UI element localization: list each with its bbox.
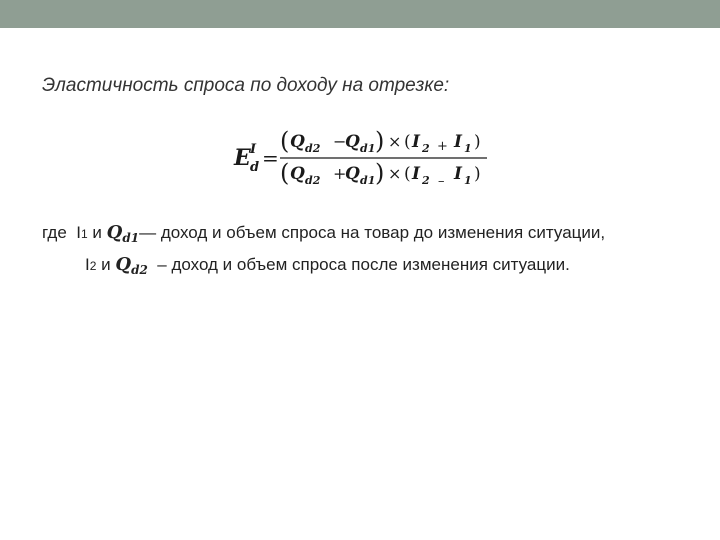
lhs-sub: d xyxy=(250,160,260,175)
where-word: где xyxy=(42,223,67,242)
den-q1: Q xyxy=(290,164,305,184)
explanation-line-2 xyxy=(85,254,570,277)
num-i-lparen: ( xyxy=(404,132,411,152)
lhs-sup: I xyxy=(250,142,257,157)
explanation-text-2: – доход и объем спроса после изменения ситуации. xyxy=(157,255,570,274)
den-minus: – xyxy=(438,174,445,189)
top-bar xyxy=(0,0,720,28)
num-rparen: ) xyxy=(375,127,385,155)
den-q2: Q xyxy=(345,164,360,184)
conj-and-1: и xyxy=(92,223,102,242)
den-i-lparen: ( xyxy=(404,164,411,184)
den-i-rparen: ) xyxy=(474,164,481,184)
num-i-rparen: ) xyxy=(474,132,481,152)
den-rparen: ) xyxy=(375,159,385,187)
den-i2-sub: 2 xyxy=(422,174,430,187)
demand-symbol-1-sub: d1 xyxy=(122,231,140,245)
slide-heading: Эластичность спроса по доходу на отрезке: xyxy=(42,75,450,96)
den-q2-sub: d1 xyxy=(360,174,376,187)
den-i1-sub: 1 xyxy=(464,174,472,187)
demand-symbol-1: Q xyxy=(106,222,123,243)
formula-svg xyxy=(232,125,492,195)
num-i1: I xyxy=(454,132,462,152)
den-times: × xyxy=(388,164,402,183)
den-plus: + xyxy=(333,164,347,183)
income-symbol-1-sub: 1 xyxy=(81,227,88,241)
num-i2-sub: 2 xyxy=(422,142,430,155)
den-q1-sub: d2 xyxy=(305,174,321,187)
income-symbol-2: I xyxy=(85,255,90,274)
lhs-main: E xyxy=(234,145,251,171)
num-plus: + xyxy=(437,139,448,154)
num-q2-sub: d1 xyxy=(360,142,376,155)
explanation-line-1 xyxy=(42,222,605,245)
lhs-equals: = xyxy=(262,146,279,170)
den-i1: I xyxy=(454,164,462,184)
den-lparen: ( xyxy=(280,159,290,187)
demand-symbol-2-sub: d2 xyxy=(131,263,148,277)
income-symbol-2-sub: 2 xyxy=(89,259,97,273)
den-i2: I xyxy=(412,164,420,184)
conj-and-2: и xyxy=(101,255,111,274)
elasticity-formula xyxy=(232,125,492,195)
income-symbol-1: I xyxy=(76,223,81,242)
explanation-text-1: — доход и объем спроса на товар до изменения ситуации, xyxy=(139,223,606,242)
num-lparen: ( xyxy=(280,127,290,155)
num-q1-sub: d2 xyxy=(305,142,321,155)
num-q2: Q xyxy=(345,132,360,152)
num-q1: Q xyxy=(290,132,305,152)
num-minus: − xyxy=(333,132,347,151)
demand-symbol-2: Q xyxy=(115,254,132,275)
num-i1-sub: 1 xyxy=(464,142,472,155)
num-i2: I xyxy=(412,132,420,152)
num-times: × xyxy=(388,132,402,151)
